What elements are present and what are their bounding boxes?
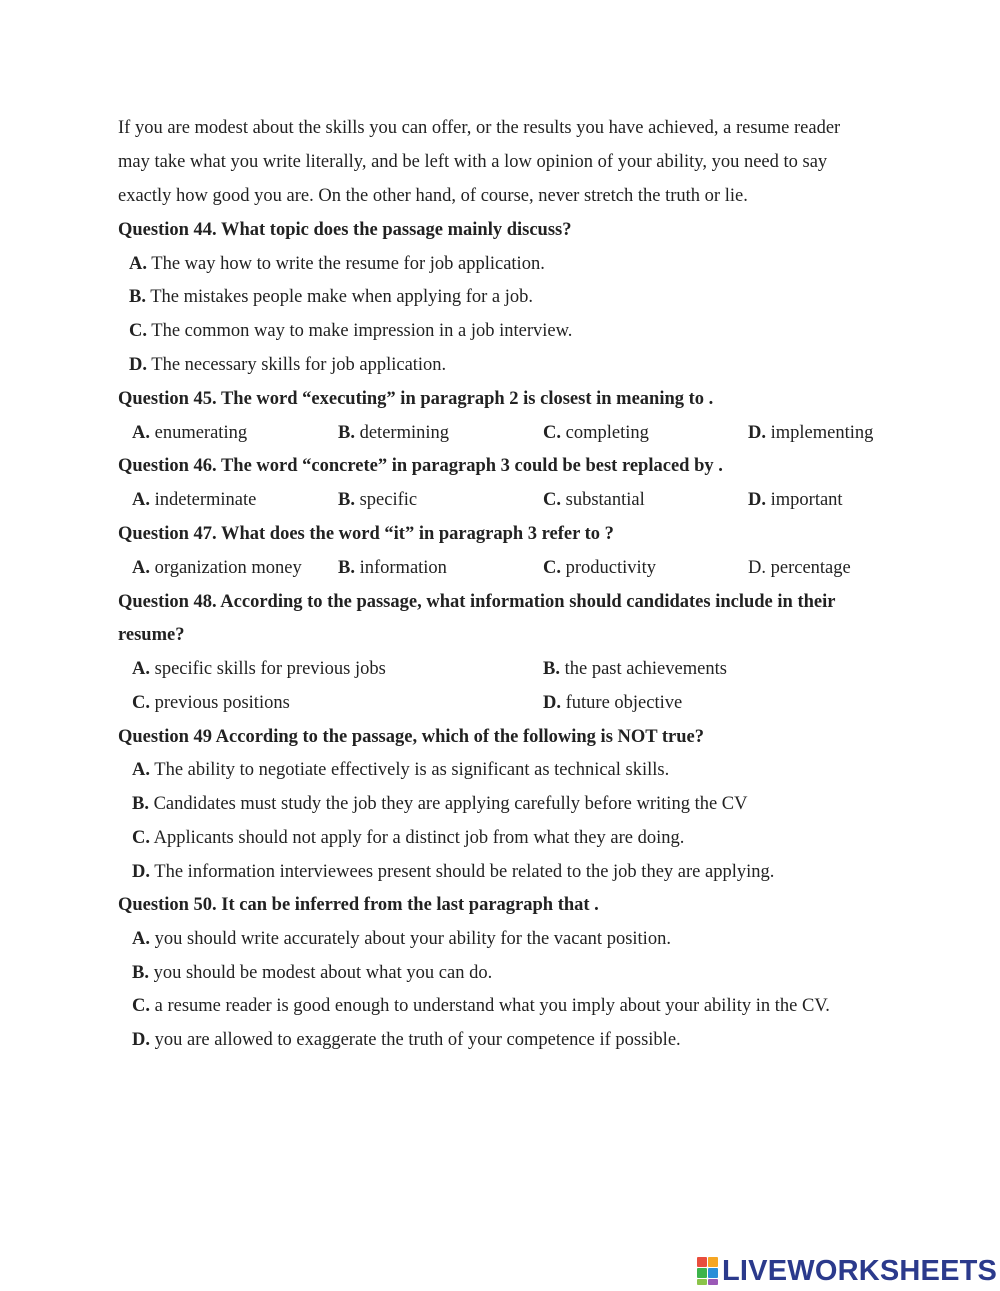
question-48-option-d[interactable] bbox=[543, 691, 682, 715]
question-46-option-c[interactable] bbox=[543, 488, 645, 512]
option-letter: A. bbox=[132, 558, 150, 578]
option-letter: C. bbox=[132, 828, 150, 848]
option-letter: A. bbox=[132, 490, 150, 510]
question-48-option-b[interactable] bbox=[543, 657, 727, 681]
question-50-option-a[interactable] bbox=[132, 927, 671, 951]
option-letter: C. bbox=[543, 490, 561, 510]
option-letter: D. bbox=[132, 1030, 150, 1050]
option-letter: D. bbox=[129, 355, 147, 375]
option-text: The mistakes people make when applying for a job. bbox=[145, 287, 533, 307]
option-letter: D. bbox=[543, 693, 561, 713]
logo-block bbox=[708, 1279, 718, 1285]
option-letter: B. bbox=[338, 490, 355, 510]
option-text: The necessary skills for job application. bbox=[147, 355, 447, 375]
question-48-stem: Question 48. According to the passage, what information should candidates include in their bbox=[118, 592, 836, 612]
logo-block bbox=[697, 1257, 707, 1267]
option-text: productivity bbox=[561, 558, 657, 578]
option-text: The common way to make impression in a job interview. bbox=[147, 321, 573, 341]
option-letter: A. bbox=[132, 760, 150, 780]
option-text: substantial bbox=[561, 490, 645, 510]
option-text: you should be modest about what you can do. bbox=[148, 963, 493, 983]
option-text: The way how to write the resume for job application. bbox=[147, 254, 545, 274]
option-text: specific skills for previous jobs bbox=[150, 659, 386, 679]
option-text: a resume reader is good enough to understand what you imply about your ability in the CV. bbox=[150, 996, 830, 1016]
question-47-stem: Question 47. What does the word “it” in paragraph 3 refer to ? bbox=[118, 524, 614, 544]
question-48-option-a[interactable] bbox=[132, 657, 386, 681]
question-47-option-c[interactable] bbox=[543, 556, 656, 580]
option-letter: A. bbox=[132, 423, 150, 443]
option-letter: C. bbox=[543, 558, 561, 578]
option-letter: D. bbox=[748, 423, 766, 443]
option-text: previous positions bbox=[150, 693, 290, 713]
logo-block bbox=[708, 1268, 718, 1278]
question-44-stem: Question 44. What topic does the passage mainly discuss? bbox=[118, 220, 572, 240]
option-text: important bbox=[766, 490, 843, 510]
option-text: you should write accurately about your ability for the vacant position. bbox=[150, 929, 671, 949]
option-letter: B. bbox=[338, 423, 355, 443]
question-46-stem: Question 46. The word “concrete” in paragraph 3 could be best replaced by . bbox=[118, 456, 723, 476]
option-text: the past achievements bbox=[559, 659, 727, 679]
question-46-option-b[interactable] bbox=[338, 488, 417, 512]
question-48-option-c[interactable] bbox=[132, 691, 290, 715]
option-text: determining bbox=[354, 423, 449, 443]
question-45-option-a[interactable] bbox=[132, 421, 247, 445]
question-46-option-d[interactable] bbox=[748, 488, 843, 512]
question-46-option-a[interactable] bbox=[132, 488, 256, 512]
option-letter: D. bbox=[132, 862, 150, 882]
option-letter: A. bbox=[132, 929, 150, 949]
option-text: Applicants should not apply for a distinct job from what they are doing. bbox=[150, 828, 685, 848]
option-letter: B. bbox=[132, 794, 149, 814]
liveworksheets-logo bbox=[697, 1254, 997, 1288]
passage-line: exactly how good you are. On the other hand, of course, never stretch the truth or lie. bbox=[118, 186, 748, 206]
option-text: The information interviewees present should be related to the job they are applying. bbox=[150, 862, 775, 882]
option-letter: C. bbox=[129, 321, 147, 341]
option-letter: D. bbox=[748, 490, 766, 510]
question-50-option-b[interactable] bbox=[132, 961, 492, 985]
option-text: completing bbox=[561, 423, 649, 443]
option-text: you are allowed to exaggerate the truth of your competence if possible. bbox=[150, 1030, 681, 1050]
question-48-stem-continued: resume? bbox=[118, 625, 185, 645]
option-letter: C. bbox=[543, 423, 561, 443]
question-45-option-c[interactable] bbox=[543, 421, 649, 445]
option-text: specific bbox=[354, 490, 418, 510]
logo-block bbox=[697, 1279, 707, 1285]
question-44-option-d[interactable] bbox=[129, 353, 446, 377]
option-text: future objective bbox=[561, 693, 683, 713]
question-47-option-b[interactable] bbox=[338, 556, 447, 580]
question-44-option-b[interactable] bbox=[129, 285, 533, 309]
question-47-option-d[interactable] bbox=[748, 556, 851, 580]
option-text: organization money bbox=[150, 558, 302, 578]
question-44-option-a[interactable] bbox=[129, 252, 545, 276]
option-text: indeterminate bbox=[150, 490, 257, 510]
option-letter: B. bbox=[129, 287, 146, 307]
passage-line: may take what you write literally, and be left with a low opinion of your ability, you need to say bbox=[118, 152, 828, 172]
option-text: The ability to negotiate effectively is as significant as technical skills. bbox=[150, 760, 670, 780]
option-letter: C. bbox=[132, 996, 150, 1016]
passage-line: If you are modest about the skills you can offer, or the results you have achieved, a resume reader bbox=[118, 118, 841, 138]
question-49-option-a[interactable] bbox=[132, 758, 669, 782]
question-49-stem: Question 49 According to the passage, which of the following is NOT true? bbox=[118, 727, 705, 747]
question-50-option-d[interactable] bbox=[132, 1028, 681, 1052]
question-47-option-a[interactable] bbox=[132, 556, 302, 580]
option-letter: B. bbox=[132, 963, 149, 983]
question-50-option-c[interactable] bbox=[132, 994, 830, 1018]
question-45-option-b[interactable] bbox=[338, 421, 449, 445]
option-text: information bbox=[354, 558, 447, 578]
question-45-option-d[interactable] bbox=[748, 421, 873, 445]
option-text: enumerating bbox=[150, 423, 248, 443]
question-45-stem: Question 45. The word “executing” in paragraph 2 is closest in meaning to . bbox=[118, 389, 714, 409]
question-49-option-d[interactable] bbox=[132, 860, 774, 884]
option-letter: A. bbox=[132, 659, 150, 679]
question-44-option-c[interactable] bbox=[129, 319, 572, 343]
option-letter: B. bbox=[338, 558, 355, 578]
logo-block bbox=[708, 1257, 718, 1267]
option-text: Candidates must study the job they are applying carefully before writing the CV bbox=[148, 794, 748, 814]
logo-block bbox=[697, 1268, 707, 1278]
option-letter: A. bbox=[129, 254, 147, 274]
question-49-option-b[interactable] bbox=[132, 792, 748, 816]
question-50-stem: Question 50. It can be inferred from the last paragraph that . bbox=[118, 895, 599, 915]
option-letter: B. bbox=[543, 659, 560, 679]
option-text: implementing bbox=[766, 423, 874, 443]
liveworksheets-logo-text: LIVEWORKSHEETS bbox=[722, 1254, 998, 1287]
option-text: D. percentage bbox=[748, 558, 851, 578]
option-letter: C. bbox=[132, 693, 150, 713]
liveworksheets-logo-icon bbox=[697, 1257, 718, 1285]
question-49-option-c[interactable] bbox=[132, 826, 684, 850]
